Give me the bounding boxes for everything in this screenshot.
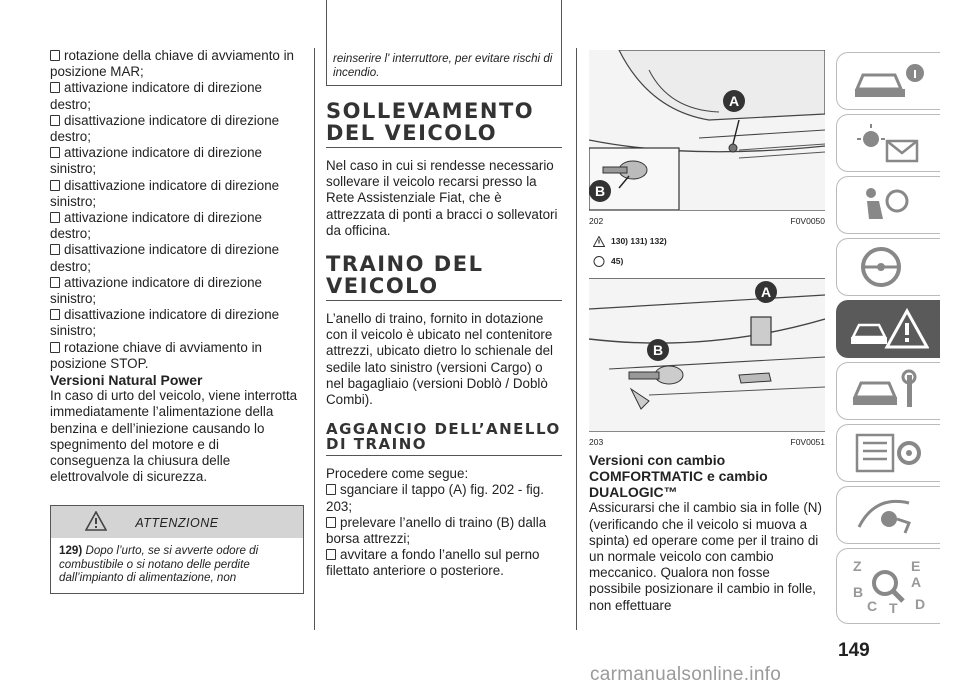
list-item: prelevare l’anello di traino (B) dalla borsa attrezzi;	[326, 514, 547, 547]
list-item: attivazione indicatore di direzione destro;	[50, 80, 263, 112]
callout-b: B	[647, 339, 669, 361]
tab-steering[interactable]	[836, 238, 940, 296]
column-divider	[314, 48, 315, 630]
column-divider	[576, 48, 577, 630]
index-search-icon	[849, 555, 929, 619]
spec-gear-icon	[849, 431, 929, 475]
list-item: avvitare a fondo l’anello sul perno filettato anteriore o posteriore.	[326, 547, 540, 579]
list-item: rotazione chiave di avviamento in posizione STOP.	[50, 339, 262, 371]
section-text: Nel caso in cui si rendesse necessario sollevare il veicolo recarsi presso la Rete Assistenziale Fiat, che è attrezzata di ponti a bracci o sollevatori da officina.	[326, 158, 558, 238]
airbag-seat-icon	[849, 183, 929, 227]
list-item: sganciare il tappo (A) fig. 202 - fig. 203;	[326, 482, 544, 514]
section-title-traino: TRAINO DEL VEICOLO	[326, 253, 562, 301]
list-item: attivazione indicatore di direzione sinistro;	[50, 145, 263, 177]
svg-text:Z: Z	[853, 558, 862, 574]
column-3	[589, 50, 825, 614]
car-warning-icon	[849, 307, 929, 351]
svg-text:E: E	[911, 558, 921, 574]
warning-continuation: reinserire l' interruttore, per evitare rischi di incendio.	[326, 0, 562, 86]
steering-wheel-icon	[849, 245, 929, 289]
list-item: disattivazione indicatore di direzione sinistro;	[50, 177, 280, 209]
callout-a: A	[755, 281, 777, 303]
subheading-natural-power: Versioni Natural Power	[50, 372, 203, 389]
tab-car-warning[interactable]	[836, 300, 940, 358]
svg-text:A: A	[911, 574, 922, 590]
page-number: 149	[838, 640, 870, 661]
list-item: disattivazione indicatore di direzione destro;	[50, 112, 280, 145]
tab-car-wrench[interactable]	[836, 362, 940, 420]
callout-b: B	[589, 180, 611, 202]
tab-car-info[interactable]	[836, 52, 940, 110]
car-info-icon	[849, 59, 929, 103]
front-bumper-hook-illustration	[589, 279, 825, 431]
svg-text:T: T	[889, 600, 898, 616]
section-intro: Procedere come segue:	[326, 466, 469, 482]
paragraph: Assicurarsi che il cambio sia in folle (N) (verificando che il veicolo si muova a spinta) ed operare come per il traino di un normale veicolo con cambio meccanico. Qualora non fosse possibile posizionare il cambio in folle, non effettuare	[589, 500, 822, 613]
paragraph: In caso di urto del veicolo, viene interrotta immediatamente l’alimentazione della benzina e dell’iniezione causando lo spegnimento del motore e di conseguenza la chiusura delle elettrovalvole di sicurezza.	[50, 388, 298, 485]
sun-envelope-icon	[849, 121, 929, 165]
multimedia-icon	[849, 493, 929, 537]
column-1	[50, 48, 302, 594]
figure-203	[589, 278, 825, 431]
tab-sun-envelope[interactable]	[836, 114, 940, 172]
svg-text:C: C	[867, 598, 878, 614]
section-title-aggancio: AGGANCIO DELL’ANELLO DI TRAINO	[326, 422, 562, 456]
column-2	[326, 48, 562, 580]
tab-multimedia[interactable]	[836, 486, 940, 544]
warning-triangle-icon	[593, 236, 605, 247]
tab-index[interactable]	[836, 548, 940, 624]
figure-caption: 202 F0V0050	[589, 210, 825, 229]
figure-caption: 203 F0V0051	[589, 431, 825, 450]
note-icon	[593, 256, 605, 267]
warning-box	[50, 505, 304, 594]
watermark: carmanualsonline.info	[590, 664, 782, 685]
tab-airbag-seat[interactable]	[836, 176, 940, 234]
svg-text:B: B	[853, 584, 864, 600]
front-bumper-illustration	[589, 50, 825, 210]
list-item: disattivazione indicatore di direzione sinistro;	[50, 307, 280, 339]
chapter-sidebar	[836, 52, 940, 628]
callout-a: A	[723, 90, 745, 112]
svg-text:D: D	[915, 596, 926, 612]
warning-title: ATTENZIONE	[135, 516, 219, 531]
car-wrench-icon	[849, 369, 929, 413]
list-item: rotazione della chiave di avviamento in posizione MAR;	[50, 48, 295, 80]
references: 130) 131) 132)	[593, 233, 825, 249]
tab-specifications[interactable]	[836, 424, 940, 482]
list-item: disattivazione indicatore di direzione destro;	[50, 242, 280, 274]
warning-header	[51, 506, 303, 538]
figure-202	[589, 50, 825, 210]
checklist	[50, 48, 302, 372]
section-title-sollevamento: SOLLEVAMENTO DEL VEICOLO	[326, 100, 562, 148]
references: 45)	[593, 253, 825, 269]
list-item: attivazione indicatore di direzione destro;	[50, 210, 263, 242]
subheading-comfortmatic: Versioni con cambio COMFORTMATIC e cambio DUALOGIC™	[589, 451, 768, 501]
section-text: L’anello di traino, fornito in dotazione con il veicolo è ubicato nel contenitore attrezzi, ubicato dietro lo schienale del sedile lato sinistro (versioni Cargo) o nel bagagliaio (versioni Doblò / Doblò Combi).	[326, 311, 554, 408]
list-item: attivazione indicatore di direzione sinistro;	[50, 274, 263, 307]
warning-body: 129) Dopo l’urto, se si avverte odore di combustibile o si notano delle perdite dall’impianto di alimentazione, non	[59, 544, 259, 585]
